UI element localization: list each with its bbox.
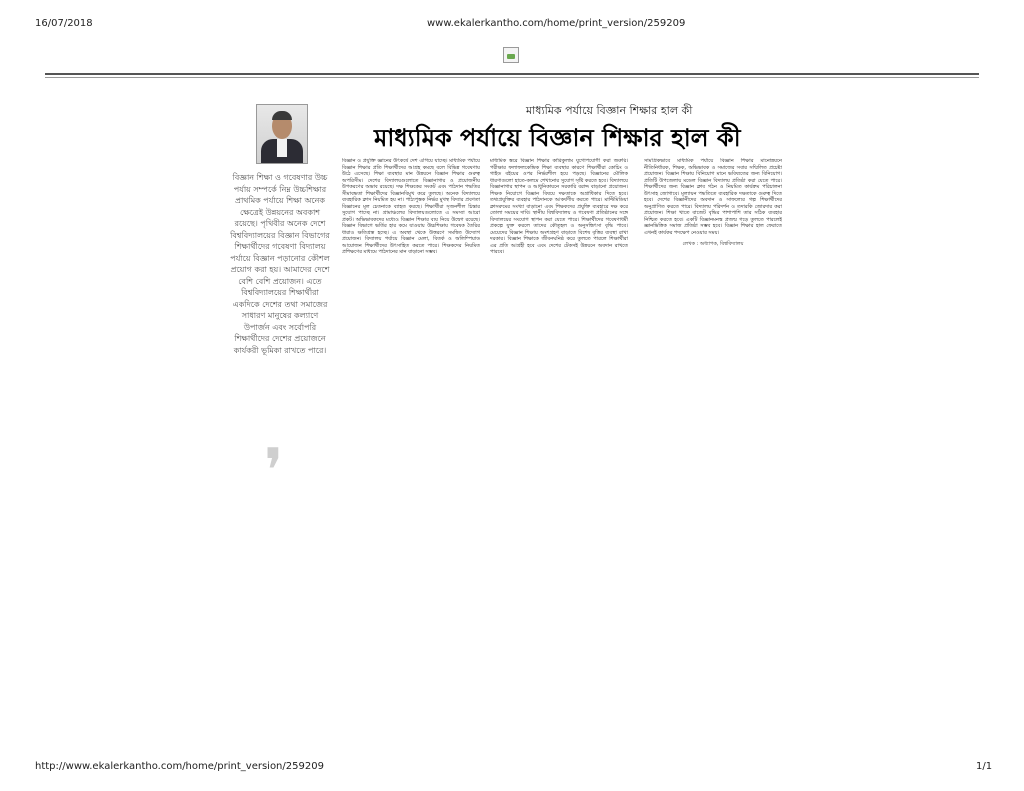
article-clipping	[226, 96, 796, 506]
author-photo	[256, 104, 308, 164]
article-column: মাধ্যমিক স্তরে বিজ্ঞান শিক্ষার কারিকুলাম যুগোপযোগী করা জরুরি। পরীক্ষার ফলাফলকেন্দ্রিক শিক্ষা ব্যবস্থার কারণে শিক্ষার্থীরা কোচিং ও গাইড বইয়ের ওপর নির্ভরশীল হয়ে পড়ছে। বিজ্ঞানের মৌলিক ধারণাগুলো হাতে-কলমে শেখানোর সুযোগ সৃষ্টি করতে হবে। বিদ্যালয়ে বিজ্ঞানাগার স্থাপন ও আধুনিকায়নে সরকারি বরাদ্দ বাড়ানো প্রয়োজন। শিক্ষক নিয়োগে বিজ্ঞান বিষয়ে দক্ষতাকে অগ্রাধিকার দিতে হবে। তথ্যপ্রযুক্তির ব্যবহার পাঠদানকে আকর্ষণীয় করতে পারে। মাল্টিমিডিয়া ক্লাসরুমের সংখ্যা বাড়ানো এবং শিক্ষকদের প্রযুক্তি ব্যবহারে দক্ষ করে তোলা সময়ের দাবি। স্থানীয় বিশ্ববিদ্যালয় ও গবেষণা প্রতিষ্ঠানের সঙ্গে বিদ্যালয়ের সংযোগ স্থাপন করা যেতে পারে। শিক্ষার্থীদের গবেষণাধর্মী প্রকল্পে যুক্ত করলে তাদের কৌতূহল ও অনুসন্ধিৎসা বৃদ্ধি পাবে। মেয়েদের বিজ্ঞান শিক্ষায় অংশগ্রহণ বাড়াতে বিশেষ বৃত্তির ব্যবস্থা রাখা দরকার। বিজ্ঞান শিক্ষাকে জীবনঘনিষ্ঠ করে তুলতে পারলে শিক্ষার্থীরা এর প্রতি আগ্রহী হবে এবং দেশের টেকসই উন্নয়নে অবদান রাখতে পারবে।	[490, 158, 628, 255]
footer-url: http://www.ekalerkantho.com/home/print_version/259209	[35, 761, 324, 772]
divider	[45, 77, 979, 78]
print-date: 16/07/2018	[35, 18, 93, 29]
pull-quote: বিজ্ঞান শিক্ষা ও গবেষণার উচ্চ পর্যায় সম্পর্কে নিম্ন উচ্চশিক্ষার প্রাথমিক পর্যায়ে শিক্ষা অনেক ক্ষেত্রেই উন্নয়নের অবকাশ রয়েছে। পৃথিবীর অনেক দেশে বিশ্ববিদ্যালয়ের বিজ্ঞান বিভাগের শিক্ষার্থীদের গবেষণা বিদ্যালয় পর্যায়ে বিজ্ঞান পড়ানোর কৌশল প্রয়োগ করা হয়। আমাদের দেশে বেশি বেশি প্রয়োজন। এতে বিশ্ববিদ্যালয়ের শিক্ষার্থীরা একদিকে দেশের তথা সমাজের সাধারণ মানুষের কল্যাণে উপার্জন এবং সর্বোপরি শিক্ষার্থীদের দেশের প্রয়োজনে কার্যকরী ভূমিকা রাখতে পারে।	[230, 173, 330, 355]
article-column	[644, 158, 782, 484]
article-column: বিজ্ঞান ও প্রযুক্তি জ্ঞানের উৎকর্ষে দেশ এগিয়ে যাচ্ছে। মাধ্যমিক পর্যায়ে বিজ্ঞান শিক্ষার প্রতি শিক্ষার্থীদের আগ্রহ কমছে বলে বিভিন্ন গবেষণায় উঠে এসেছে। শিক্ষা ব্যবস্থার মান উন্নয়নে বিজ্ঞান শিক্ষার গুরুত্ব অপরিসীম। দেশের বিদ্যালয়গুলোতে বিজ্ঞানাগার ও প্রয়োজনীয় উপকরণের অভাব রয়েছে। দক্ষ শিক্ষকের সংকট এবং পাঠদান পদ্ধতির সীমাবদ্ধতা শিক্ষার্থীদের বিজ্ঞানবিমুখ করে তুলছে। অনেক বিদ্যালয়ে ব্যবহারিক ক্লাস নিয়মিত হয় না। পাঠ্যপুস্তক নির্ভর মুখস্থ বিদ্যার প্রবণতা বিজ্ঞানের মূল চেতনাকে ব্যাহত করছে। শিক্ষার্থীরা সৃজনশীল চিন্তার সুযোগ পাচ্ছে না। গ্রামাঞ্চলের বিদ্যালয়গুলোতে এ সমস্যা আরো প্রকট। অভিভাবকদের মধ্যেও বিজ্ঞান শিক্ষার ব্যয় নিয়ে উদ্বেগ রয়েছে। বিজ্ঞান বিভাগে ভর্তির হার কমে যাওয়ায় উচ্চশিক্ষায় গবেষক তৈরির ধারাও ক্ষতিগ্রস্ত হচ্ছে। এ অবস্থা থেকে উত্তরণে সমন্বিত উদ্যোগ প্রয়োজন। বিদ্যালয় পর্যায়ে বিজ্ঞান মেলা, বিতর্ক ও অলিম্পিয়াড আয়োজন শিক্ষার্থীদের উৎসাহিত করতে পারে। শিক্ষকদের নিয়মিত প্রশিক্ষণের মাধ্যমে পাঠদানের মান বাড়ানো সম্ভব।	[342, 158, 480, 255]
column-text: সামগ্রিকভাবে মাধ্যমিক পর্যায়ে বিজ্ঞান শিক্ষার মানোন্নয়নে নীতিনির্ধারক, শিক্ষক, অভিভাবক ও সমাজের সবার সম্মিলিত প্রচেষ্টা প্রয়োজন। বিজ্ঞান শিক্ষায় বিনিয়োগ মানে ভবিষ্যতের জন্য বিনিয়োগ। প্রতিটি উপজেলায় মডেল বিজ্ঞান বিদ্যালয় প্রতিষ্ঠা করা যেতে পারে। শিক্ষার্থীদের জন্য বিজ্ঞান ক্লাব গঠন ও নিয়মিত কার্যক্রম পরিচালনা উৎসাহ জোগাবে। মূল্যায়ন পদ্ধতিতে ব্যবহারিক দক্ষতাকে গুরুত্ব দিতে হবে। দেশের বিজ্ঞানীদের অবদান ও সাফল্যের গল্প শিক্ষার্থীদের অনুপ্রাণিত করতে পারে। বিদ্যালয় পরিদর্শন ও তদারকি জোরদার করা প্রয়োজন। শিক্ষা খাতে বাজেট বৃদ্ধির পাশাপাশি তার সঠিক ব্যবহার নিশ্চিত করতে হবে। একটি বিজ্ঞানমনস্ক প্রজন্ম গড়ে তুলতে পারলেই জ্ঞানভিত্তিক সমাজ প্রতিষ্ঠা সম্ভব হবে। বিজ্ঞান শিক্ষার হাল ফেরাতে এখনই কার্যকর পদক্ষেপ নেওয়ার সময়।	[644, 158, 782, 236]
divider	[45, 73, 979, 75]
headline: মাধ্যমিক পর্যায়ে বিজ্ঞান শিক্ষার হাল কী	[374, 123, 741, 152]
quote-mark-icon: ❜	[264, 436, 284, 506]
print-url: www.ekalerkantho.com/home/print_version/259209	[427, 18, 686, 29]
author-credit: লেখক : অধ্যাপক, বিশ্ববিদ্যালয়	[682, 241, 744, 247]
series-label: মাধ্যমিক পর্যায়ে বিজ্ঞান শিক্ষার হাল কী	[526, 104, 693, 117]
broken-image-icon	[503, 47, 519, 63]
page-count: 1/1	[976, 761, 993, 772]
